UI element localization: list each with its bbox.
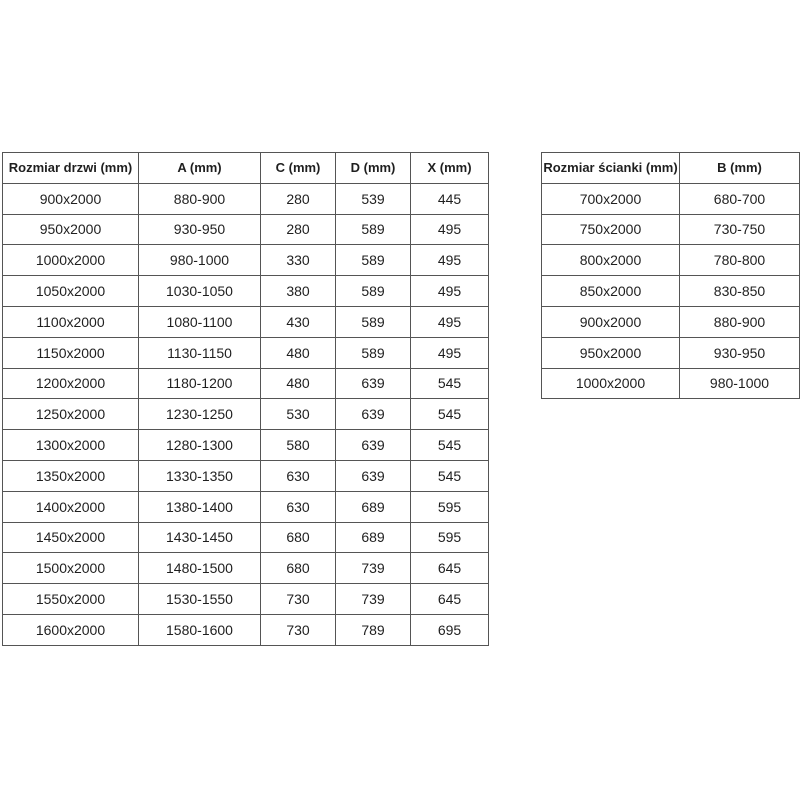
table-cell: 1530-1550 <box>139 584 261 615</box>
table-cell: 930-950 <box>680 337 800 368</box>
table-row <box>3 399 489 430</box>
table-row <box>3 214 489 245</box>
table-cell: 495 <box>411 276 489 307</box>
table-cell: 750x2000 <box>542 214 680 245</box>
table-cell: 589 <box>336 337 411 368</box>
table-cell: 800x2000 <box>542 245 680 276</box>
table-cell: 539 <box>336 183 411 214</box>
table-cell: 1100x2000 <box>3 306 139 337</box>
table-cell: 1000x2000 <box>542 368 680 399</box>
table-cell: 1450x2000 <box>3 522 139 553</box>
table-cell: 595 <box>411 522 489 553</box>
table-cell: 280 <box>261 214 336 245</box>
table-cell: 880-900 <box>139 183 261 214</box>
table-cell: 880-900 <box>680 306 800 337</box>
table-cell: 639 <box>336 430 411 461</box>
wall-panel-sizes-table <box>541 152 800 399</box>
table-cell: 730 <box>261 584 336 615</box>
table-cell: 545 <box>411 368 489 399</box>
table-row <box>542 245 800 276</box>
table-cell: 1230-1250 <box>139 399 261 430</box>
table-cell: 589 <box>336 276 411 307</box>
table-cell: 1500x2000 <box>3 553 139 584</box>
table-cell: 730-750 <box>680 214 800 245</box>
table-cell: 589 <box>336 214 411 245</box>
table-row <box>542 337 800 368</box>
table-cell: 1150x2000 <box>3 337 139 368</box>
table-cell: 1400x2000 <box>3 491 139 522</box>
table-row <box>542 214 800 245</box>
table-cell: 380 <box>261 276 336 307</box>
table-cell: 739 <box>336 553 411 584</box>
table-cell: 1050x2000 <box>3 276 139 307</box>
table-cell: 680 <box>261 553 336 584</box>
header-row <box>542 153 800 184</box>
table-cell: 580 <box>261 430 336 461</box>
table-cell: 950x2000 <box>542 337 680 368</box>
table-cell: 980-1000 <box>680 368 800 399</box>
table-cell: 495 <box>411 337 489 368</box>
table-cell: 495 <box>411 306 489 337</box>
table-cell: 689 <box>336 522 411 553</box>
table-row <box>3 584 489 615</box>
column-header: B (mm) <box>680 153 800 184</box>
column-header: A (mm) <box>139 153 261 184</box>
table-cell: 1000x2000 <box>3 245 139 276</box>
table-cell: 639 <box>336 460 411 491</box>
table-cell: 1350x2000 <box>3 460 139 491</box>
table-row <box>3 430 489 461</box>
table-cell: 1030-1050 <box>139 276 261 307</box>
table-row <box>542 183 800 214</box>
table-cell: 780-800 <box>680 245 800 276</box>
table-cell: 280 <box>261 183 336 214</box>
column-header: D (mm) <box>336 153 411 184</box>
table-cell: 1280-1300 <box>139 430 261 461</box>
table-row <box>542 276 800 307</box>
table-cell: 595 <box>411 491 489 522</box>
table-cell: 789 <box>336 614 411 645</box>
column-header: Rozmiar ścianki (mm) <box>542 153 680 184</box>
table-cell: 1130-1150 <box>139 337 261 368</box>
table-cell: 900x2000 <box>542 306 680 337</box>
table-cell: 545 <box>411 460 489 491</box>
table-cell: 1600x2000 <box>3 614 139 645</box>
table-cell: 850x2000 <box>542 276 680 307</box>
table-cell: 1580-1600 <box>139 614 261 645</box>
column-header: Rozmiar drzwi (mm) <box>3 153 139 184</box>
table-cell: 645 <box>411 553 489 584</box>
table-cell: 1330-1350 <box>139 460 261 491</box>
table-cell: 630 <box>261 491 336 522</box>
table-cell: 930-950 <box>139 214 261 245</box>
table-cell: 1200x2000 <box>3 368 139 399</box>
table-row <box>3 553 489 584</box>
table-cell: 1380-1400 <box>139 491 261 522</box>
table-cell: 330 <box>261 245 336 276</box>
table-row <box>3 368 489 399</box>
table-cell: 739 <box>336 584 411 615</box>
door-sizes-table <box>2 152 489 646</box>
table-cell: 980-1000 <box>139 245 261 276</box>
table-cell: 630 <box>261 460 336 491</box>
table-cell: 589 <box>336 245 411 276</box>
table-cell: 480 <box>261 368 336 399</box>
table-row <box>3 183 489 214</box>
column-header: C (mm) <box>261 153 336 184</box>
table-row <box>3 491 489 522</box>
table-cell: 1300x2000 <box>3 430 139 461</box>
table-cell: 1080-1100 <box>139 306 261 337</box>
table-cell: 1180-1200 <box>139 368 261 399</box>
table-cell: 589 <box>336 306 411 337</box>
table-cell: 1430-1450 <box>139 522 261 553</box>
table-cell: 545 <box>411 399 489 430</box>
table-cell: 639 <box>336 399 411 430</box>
table-row <box>3 522 489 553</box>
table-row <box>3 614 489 645</box>
column-header: X (mm) <box>411 153 489 184</box>
table-row <box>3 337 489 368</box>
table-cell: 495 <box>411 214 489 245</box>
table-row <box>542 306 800 337</box>
table-cell: 1550x2000 <box>3 584 139 615</box>
table-row <box>3 460 489 491</box>
table-row <box>3 306 489 337</box>
table-row <box>542 368 800 399</box>
table-cell: 830-850 <box>680 276 800 307</box>
table-cell: 639 <box>336 368 411 399</box>
table-cell: 1250x2000 <box>3 399 139 430</box>
table-cell: 900x2000 <box>3 183 139 214</box>
table-cell: 695 <box>411 614 489 645</box>
table-row <box>3 276 489 307</box>
table-cell: 700x2000 <box>542 183 680 214</box>
table-cell: 545 <box>411 430 489 461</box>
table-cell: 1480-1500 <box>139 553 261 584</box>
table-cell: 445 <box>411 183 489 214</box>
table-cell: 530 <box>261 399 336 430</box>
table-cell: 950x2000 <box>3 214 139 245</box>
table-cell: 689 <box>336 491 411 522</box>
table-cell: 480 <box>261 337 336 368</box>
table-row <box>3 245 489 276</box>
table-cell: 495 <box>411 245 489 276</box>
header-row <box>3 153 489 184</box>
table-cell: 645 <box>411 584 489 615</box>
table-cell: 680-700 <box>680 183 800 214</box>
table-cell: 730 <box>261 614 336 645</box>
table-cell: 430 <box>261 306 336 337</box>
table-cell: 680 <box>261 522 336 553</box>
